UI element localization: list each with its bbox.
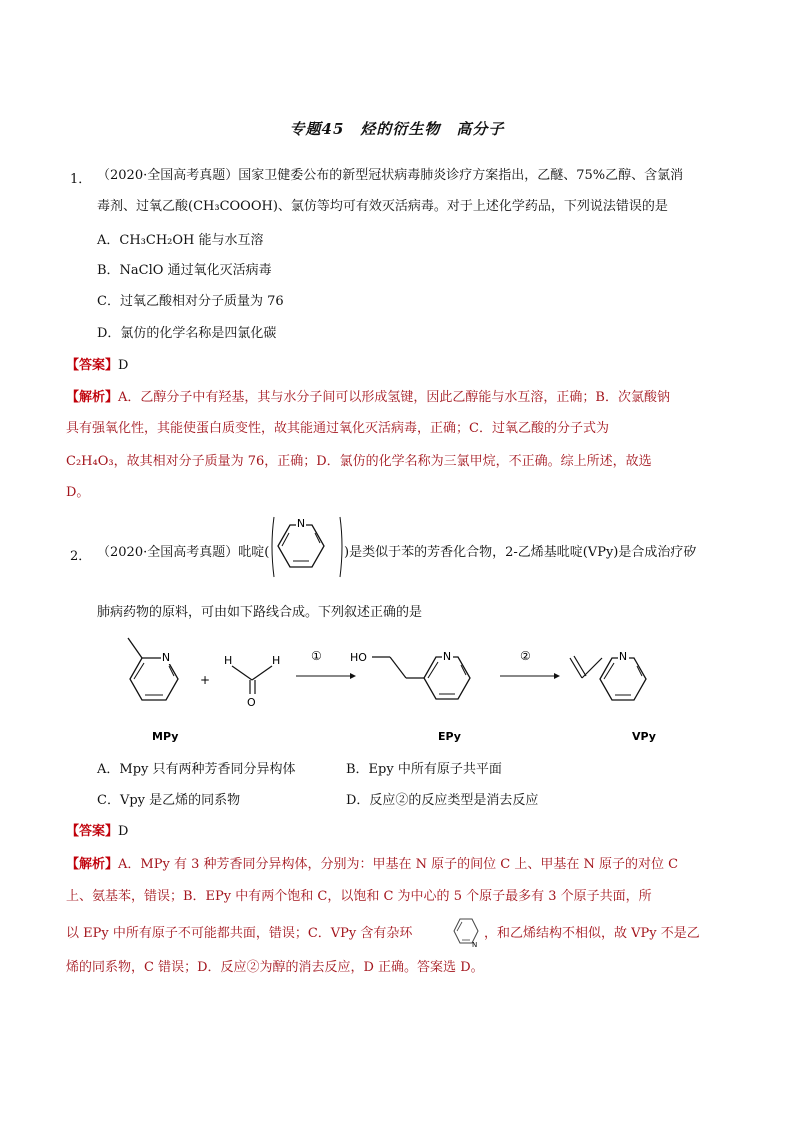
q2-number: 2． [70, 549, 92, 564]
q1-exp-line2: 具有强氧化性，其能使蛋白质变性，故其能通过氧化灭活病毒，正确；C．过氧乙酸的分子式为 [66, 421, 609, 436]
h-label-right: H [272, 654, 281, 667]
q2-exp-line1 [66, 855, 678, 875]
pyridine-structure [270, 515, 346, 581]
vpy-n-label: N [618, 650, 628, 663]
answer-tag: 【答案】 [66, 824, 119, 839]
explanation-tag: 【解析】 [66, 390, 119, 405]
q2-option-b: B．Epy 中所有原子共平面 [346, 762, 502, 777]
q2-exp-line3a: 以 EPy 中所有原子不可能都共面，错误；C．VPy 含有杂环 [66, 926, 413, 941]
answer-value: D [118, 358, 129, 373]
q2-exp-line3b: ，和乙烯结构不相似，故 VPy 不是乙 [484, 926, 700, 941]
q1-stem-line2: 毒剂、过氧乙酸(CH₃COOOH)、氯仿等均可有效灭活病毒。对于上述化学药品，下列说法错误的是 [97, 199, 668, 214]
q2-stem-post: )是类似于苯的芳香化合物，2-乙烯基吡啶(VPy)是合成治疗矽 [344, 545, 697, 560]
q1-exp-line4: D。 [66, 485, 90, 500]
reaction-scheme [100, 630, 700, 750]
mpy-structure [128, 638, 178, 700]
q1-answer [66, 356, 128, 376]
q1-number: 1． [70, 172, 92, 187]
answer-value: D [118, 824, 129, 839]
atom-label-n: N [296, 517, 306, 530]
q2-option-a: A．Mpy 只有两种芳香同分异构体 [97, 762, 296, 777]
epy-structure [350, 649, 470, 699]
explanation-tag: 【解析】 [66, 857, 119, 872]
plus-sign: + [200, 673, 211, 687]
mpy-label: MPy [152, 730, 179, 743]
vpy-label: VPy [632, 730, 656, 743]
q1-option-c: C．过氧乙酸相对分子质量为 76 [97, 294, 284, 309]
q1-option-a: A．CH₃CH₂OH 能与水互溶 [97, 233, 264, 248]
q2-exp-line4: 烯的同系物，C 错误；D．反应②为醇的消去反应，D 正确。答案选 D。 [66, 960, 484, 975]
ring-n-label: N [472, 941, 478, 949]
q1-exp-line1 [66, 388, 670, 408]
q1-option-d: D．氯仿的化学名称是四氯化碳 [97, 326, 277, 341]
q1-stem-line1: （2020·全国高考真题）国家卫健委公布的新型冠状病毒肺炎诊疗方案指出，乙醚、75%乙醇、含氯消 [97, 168, 684, 183]
o-label: O [247, 696, 256, 709]
page-title: 专题45 烃的衍生物 高分子 [289, 120, 505, 138]
explanation-text: A．MPy 有 3 种芳香同分异构体，分别为：甲基在 N 原子的间位 C 上、甲基在 N 原子的对位 C [118, 857, 679, 872]
q2-stem-pre: （2020·全国高考真题）吡啶( [97, 545, 270, 560]
step1-label: ① [311, 649, 322, 663]
q1-option-b: B．NaClO 通过氧化灭活病毒 [97, 263, 272, 278]
ho-label: HO [350, 651, 367, 664]
q2-option-d: D．反应②的反应类型是消去反应 [346, 793, 539, 808]
q2-option-c: C．Vpy 是乙烯的同系物 [97, 793, 241, 808]
epy-n-label: N [442, 650, 452, 663]
step2-label: ② [520, 649, 531, 663]
pyridine-ring-icon [451, 916, 481, 950]
h-label-left: H [224, 654, 233, 667]
explanation-text: A．乙醇分子中有羟基，其与水分子间可以形成氢键，因此乙醇能与水互溶，正确；B．次氯酸钠 [118, 390, 670, 405]
q2-exp-line2: 上、氨基苯，错误；B．EPy 中有两个饱和 C，以饱和 C 为中心的 5 个原子最多有 3 个原子共面，所 [66, 889, 652, 904]
q2-answer [66, 822, 128, 842]
mpy-n-label: N [161, 651, 171, 664]
formaldehyde-structure [224, 654, 280, 709]
vpy-structure [570, 649, 646, 700]
q2-stem-line2: 肺病药物的原料，可由如下路线合成。下列叙述正确的是 [97, 605, 423, 620]
q1-exp-line3: C₂H₄O₃，故其相对分子质量为 76，正确；D．氯仿的化学名称为三氯甲烷，不正确。综上所述，故选 [66, 454, 652, 469]
epy-label: EPy [438, 730, 461, 743]
answer-tag: 【答案】 [66, 358, 119, 373]
